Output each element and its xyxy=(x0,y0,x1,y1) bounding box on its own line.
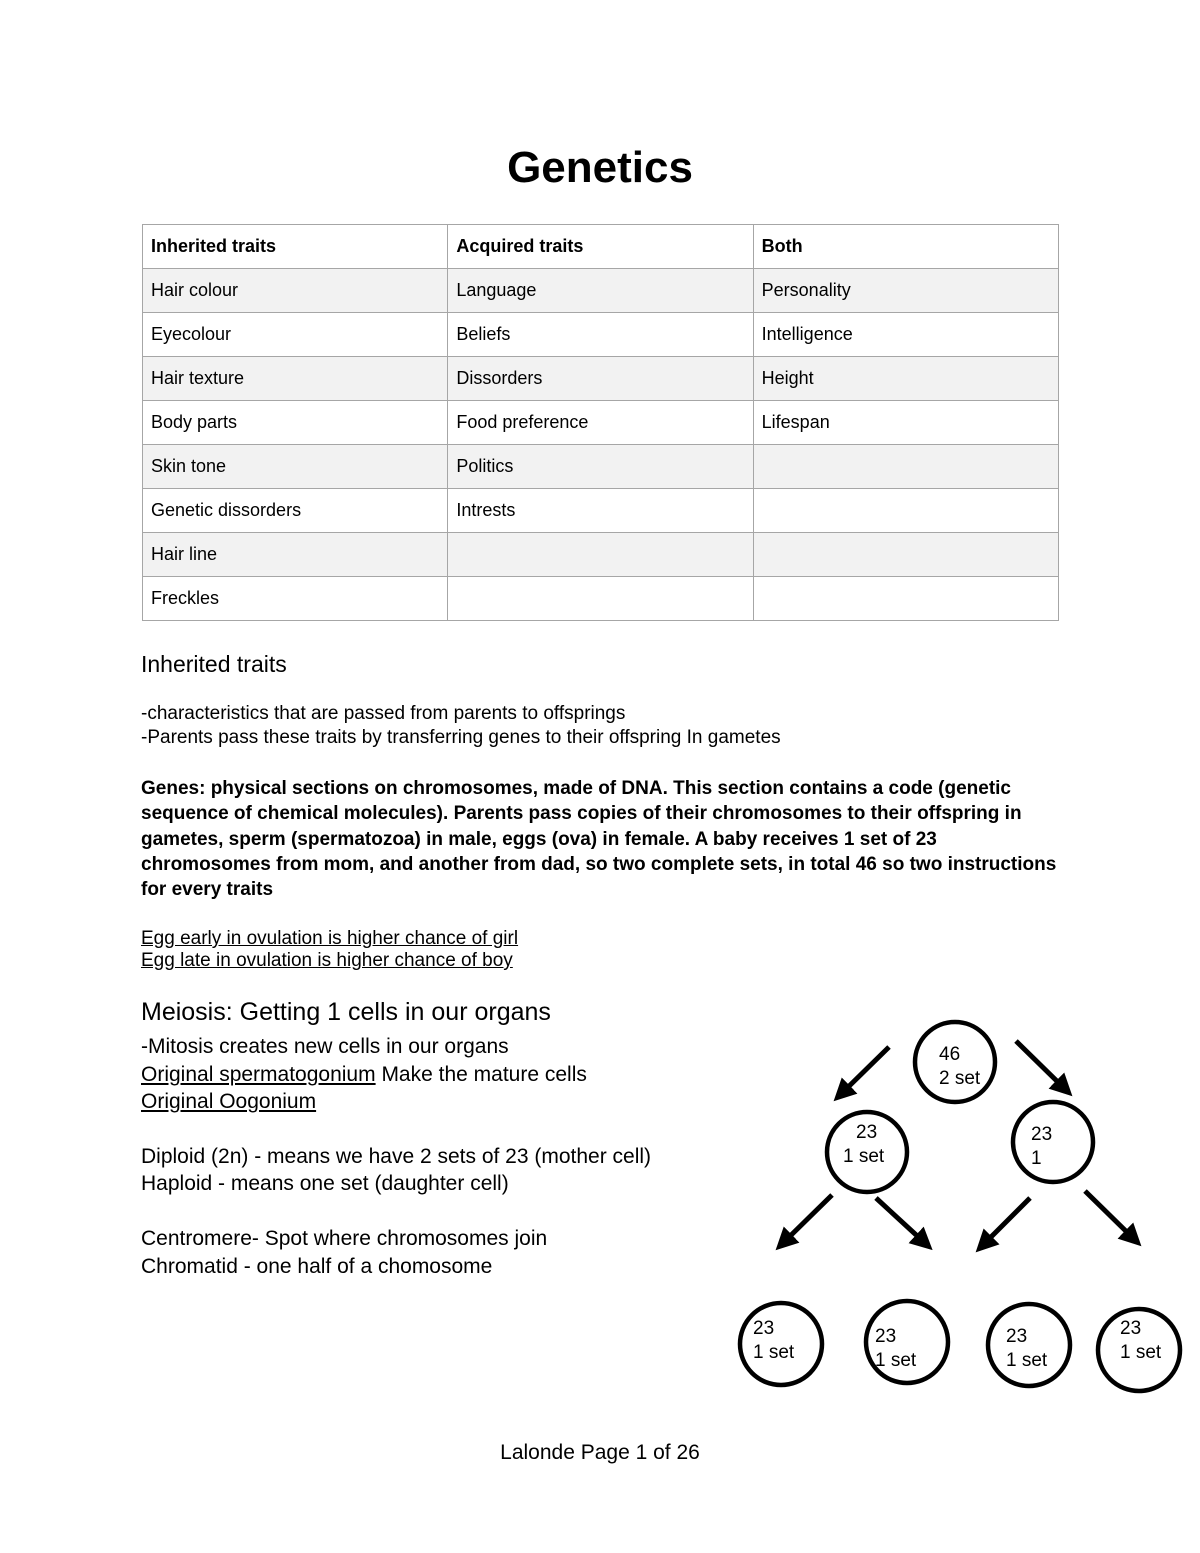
table-cell: Food preference xyxy=(448,401,753,445)
genes-paragraph: Genes: physical sections on chromosomes, made of DNA. This section contains a code (genetic sequence of chemical molecules). Parents pass copies of their chromosomes to their offspring in gametes, sperm (spermatozoa) in male, eggs (ova) in female. A baby receives 1 set of 23 chromosomes from mom, and another from dad, so two complete sets, in total 46 so two instructions for every traits xyxy=(141,778,1057,901)
arrow-top-left xyxy=(840,1047,889,1095)
table-cell: Hair colour xyxy=(143,269,448,313)
cell-b4-count: 23 xyxy=(1120,1318,1142,1339)
inherited-transfer: -Parents pass these traits by transferring genes to their offspring In gametes xyxy=(141,727,781,748)
cell-right-sets: 1 xyxy=(1031,1148,1042,1169)
cell-bottom-1 xyxy=(740,1303,822,1385)
page-title: Genetics xyxy=(507,143,693,192)
cell-bottom-2 xyxy=(866,1301,948,1383)
cell-b2-sets: 1 set xyxy=(875,1350,917,1371)
cell-top-sets: 2 set xyxy=(939,1068,981,1089)
cell-top xyxy=(915,1022,995,1102)
arrow-left-right xyxy=(876,1198,926,1244)
spermatogonium-rest: Make the mature cells xyxy=(375,1063,587,1086)
inherited-traits-heading: Inherited traits xyxy=(141,651,287,677)
haploid-line: Haploid - means one set (daughter cell) xyxy=(141,1172,509,1195)
cell-left xyxy=(827,1112,907,1192)
cell-left-count: 23 xyxy=(856,1122,878,1143)
cell-b3-sets: 1 set xyxy=(1006,1350,1048,1371)
cell-b1-sets: 1 set xyxy=(753,1342,795,1363)
cell-bottom-4 xyxy=(1098,1309,1180,1391)
table-cell: Beliefs xyxy=(448,313,753,357)
table-cell: Skin tone xyxy=(143,445,448,489)
chromatid-line: Chromatid - one half of a chomosome xyxy=(141,1255,493,1278)
table-cell: Intrests xyxy=(448,489,753,533)
table-cell: Language xyxy=(448,269,753,313)
cell-b1-count: 23 xyxy=(753,1318,775,1339)
page-footer: Lalonde Page 1 of 26 xyxy=(500,1441,700,1464)
arrow-right-left xyxy=(982,1198,1030,1246)
cell-bottom-3 xyxy=(988,1304,1070,1386)
arrow-top-right xyxy=(1016,1041,1066,1090)
centromere-line: Centromere- Spot where chromosomes join xyxy=(141,1227,548,1250)
cell-b4-sets: 1 set xyxy=(1120,1342,1162,1363)
table-cell: Personality xyxy=(753,269,1058,313)
table-cell: Dissorders xyxy=(448,357,753,401)
header-inherited: Inherited traits xyxy=(143,225,448,269)
diploid-line: Diploid (2n) - means we have 2 sets of 23 (mother cell) xyxy=(141,1145,652,1168)
cell-b3-count: 23 xyxy=(1006,1326,1028,1347)
table-cell: Intelligence xyxy=(753,313,1058,357)
table-cell: Lifespan xyxy=(753,401,1058,445)
table-cell: Freckles xyxy=(143,577,448,621)
table-cell: Height xyxy=(753,357,1058,401)
cell-b2-count: 23 xyxy=(875,1326,897,1347)
table-cell: Body parts xyxy=(143,401,448,445)
table-cell: Eyecolour xyxy=(143,313,448,357)
arrow-left-left xyxy=(782,1195,832,1244)
cell-left-sets: 1 set xyxy=(843,1146,885,1167)
cell-right xyxy=(1013,1102,1093,1182)
mitosis-line: -Mitosis creates new cells in our organs xyxy=(141,1035,509,1058)
cell-right-count: 23 xyxy=(1031,1124,1053,1145)
oogonium-line: Original Oogonium xyxy=(141,1090,317,1113)
table-cell: Hair texture xyxy=(143,357,448,401)
inherited-definition: -characteristics that are passed from parents to offsprings xyxy=(141,703,626,724)
meiosis-heading: Meiosis: Getting 1 cells in our organs xyxy=(141,998,551,1026)
cell-top-count: 46 xyxy=(939,1044,961,1065)
spermatogonium-term: Original spermatogonium xyxy=(141,1063,376,1086)
header-acquired: Acquired traits xyxy=(448,225,753,269)
table-cell: Genetic dissorders xyxy=(143,489,448,533)
arrow-right-right xyxy=(1085,1191,1135,1240)
egg-late-note: Egg late in ovulation is higher chance of boy xyxy=(141,950,513,971)
header-both: Both xyxy=(753,225,1058,269)
table-cell: Hair line xyxy=(143,533,448,577)
egg-early-note: Egg early in ovulation is higher chance of girl xyxy=(141,928,519,949)
table-cell: Politics xyxy=(448,445,753,489)
